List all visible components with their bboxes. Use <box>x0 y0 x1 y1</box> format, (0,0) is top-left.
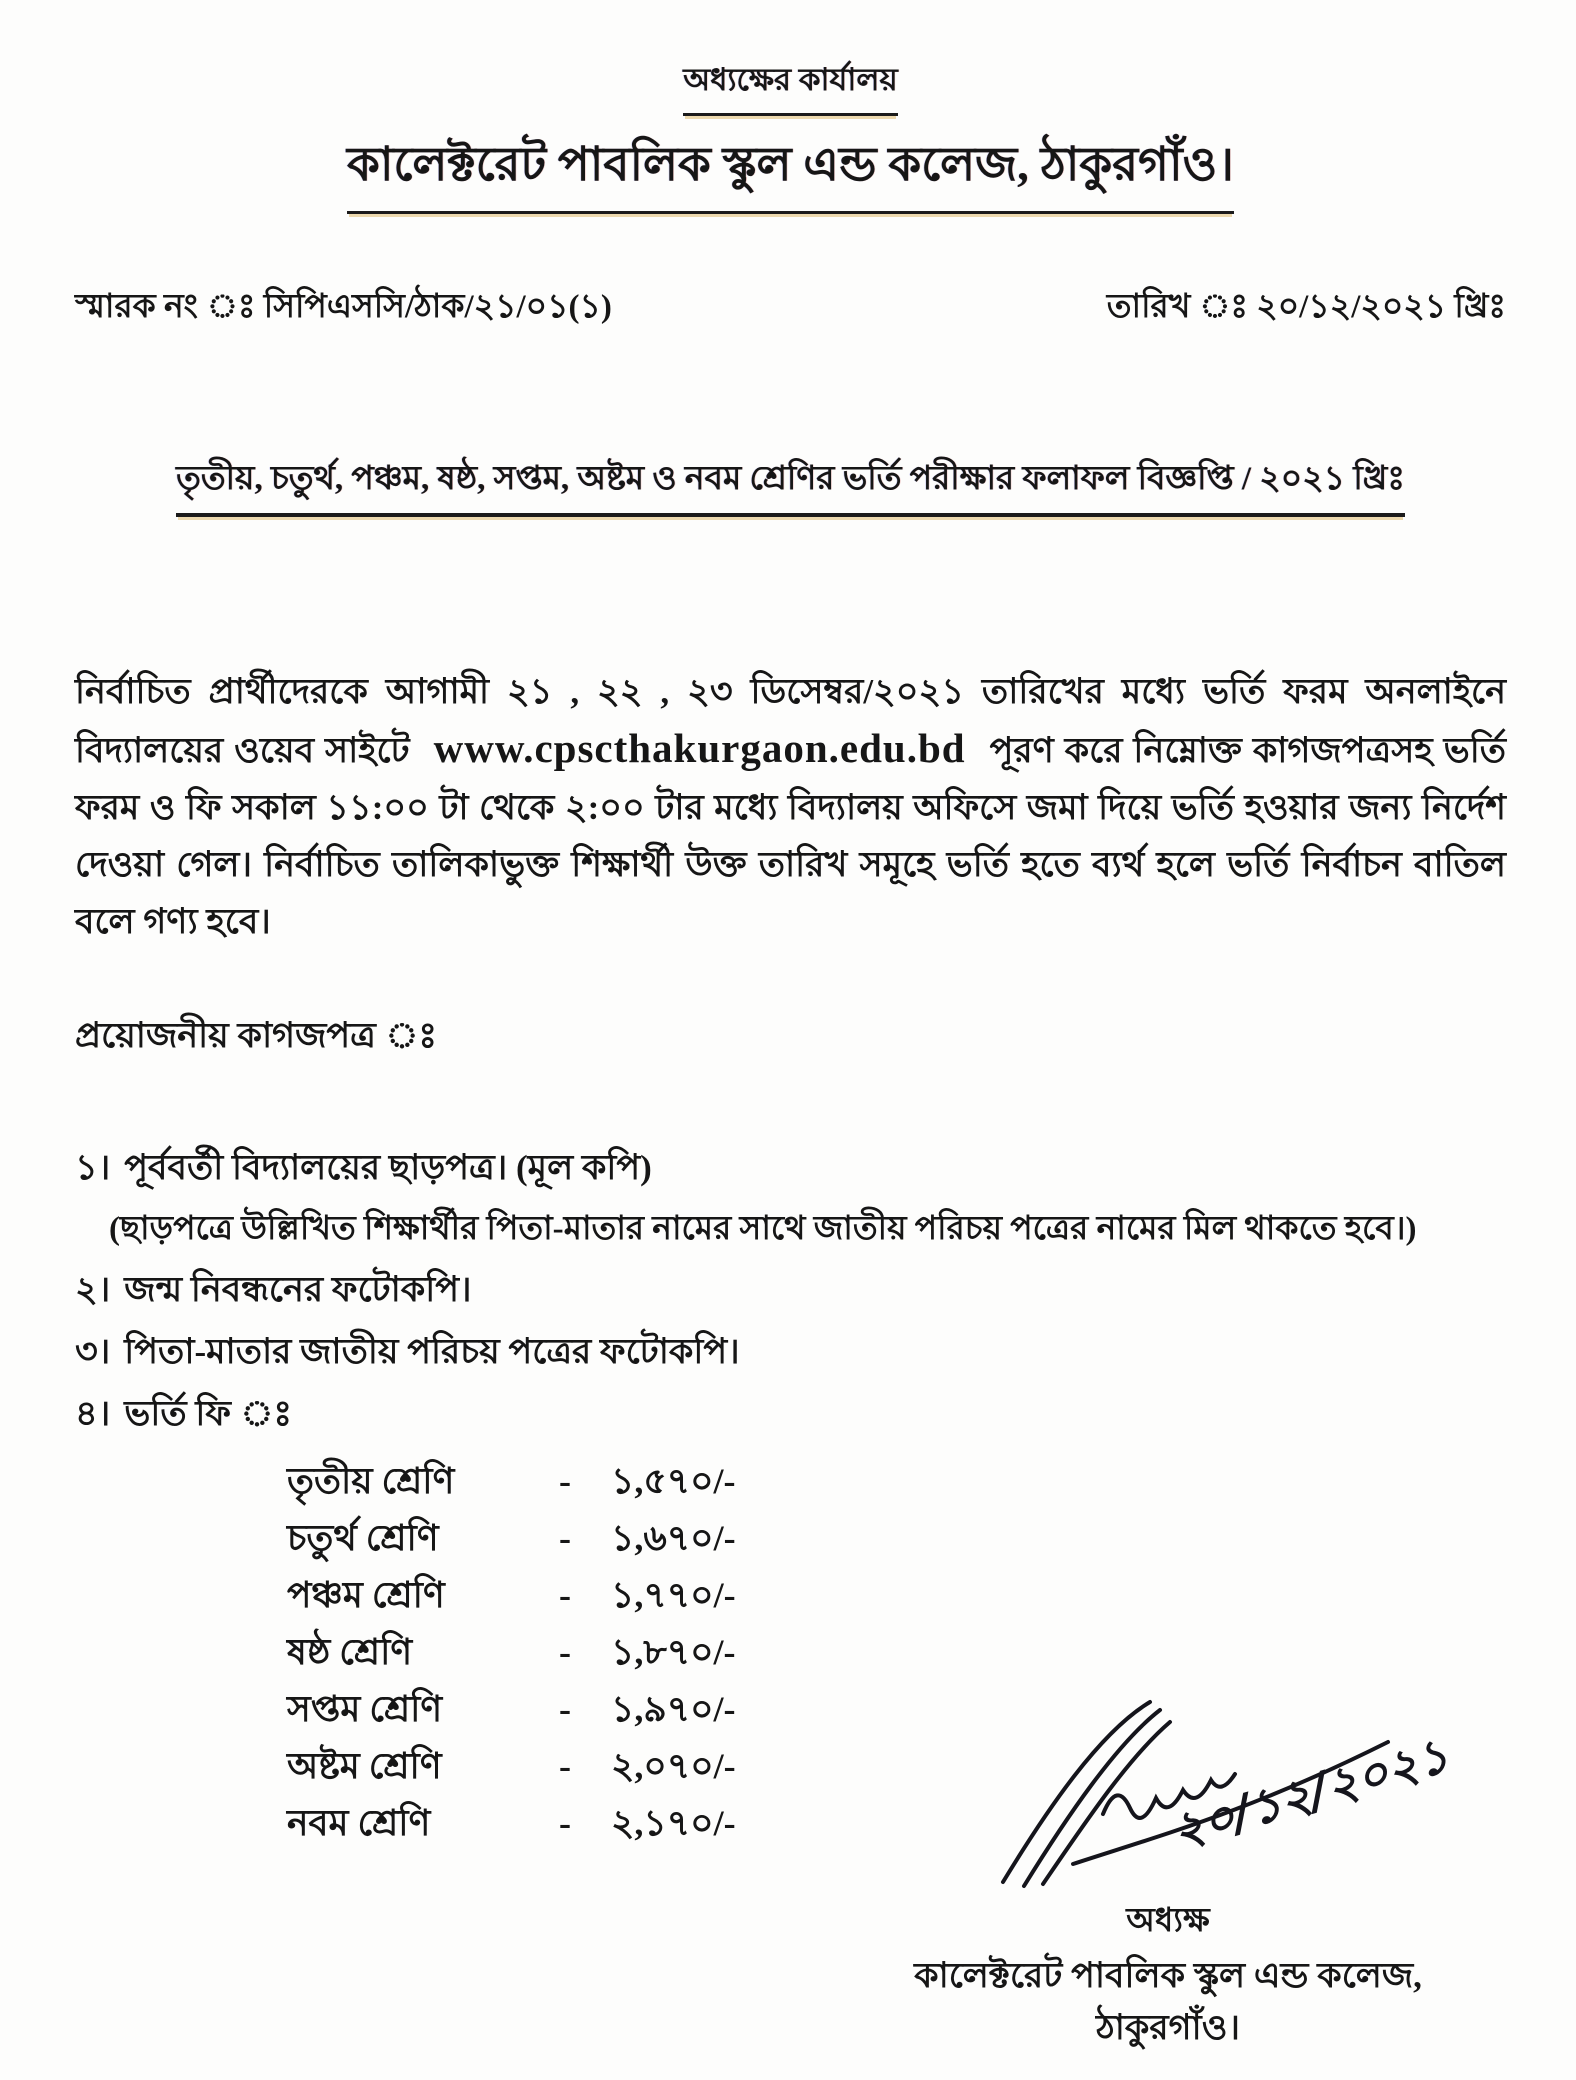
fee-amount: ২,১৭০/- <box>611 1803 736 1843</box>
signatory-org-line1: কালেক্টরেট পাবলিক স্কুল এন্ড কলেজ, <box>914 1956 1422 1995</box>
fee-amount: ১,৮৭০/- <box>611 1632 736 1672</box>
list-item-text: জন্ম নিবন্ধনের ফটোকপি। <box>124 1270 472 1309</box>
signature-scribble-icon <box>888 1696 1448 1892</box>
memo-number: স্মারক নং ঃ সিপিএসসি/ঠাক/২১/০১(১) <box>75 289 612 325</box>
required-documents-list <box>75 1137 1506 1445</box>
school-name-text: কালেক্টরেট পাবলিক স্কুল এন্ড কলেজ, ঠাকুরগাঁও। <box>347 128 1234 214</box>
fee-class-label: সপ্তম শ্রেণি <box>287 1689 443 1729</box>
fee-dash: - <box>559 1461 571 1501</box>
fee-amount: ২,০৭০/- <box>611 1746 736 1786</box>
fee-amount: ১,৯৭০/- <box>611 1689 736 1729</box>
fee-dash: - <box>559 1575 571 1615</box>
fee-dash: - <box>559 1746 571 1786</box>
list-item-number: ৩। <box>75 1332 111 1371</box>
list-item <box>75 1383 1506 1445</box>
letterhead-title <box>75 128 1506 214</box>
memo-date-row <box>75 280 1506 336</box>
fee-dash: - <box>559 1689 571 1729</box>
table-row <box>287 1453 1506 1510</box>
fee-dash: - <box>559 1632 571 1672</box>
list-item-number: ৪। <box>75 1394 111 1433</box>
list-item <box>75 1137 1506 1259</box>
body-text-before-url: নির্বাচিত প্রার্থীদেরকে আগামী ২১ , ২২ , ২৩ ডিসেম্বর/২০২১ তারিখের মধ্যে ভর্তি ফরম অনলাইনে বিদ্যালয়ের ওয়েব সাইটে <box>75 672 1506 770</box>
list-item-text: পূর্ববর্তী বিদ্যালয়ের ছাড়পত্র। (মূল কপি) <box>124 1148 652 1187</box>
fee-class-label: অষ্টম শ্রেণি <box>287 1746 442 1786</box>
fee-amount: ১,৫৭০/- <box>611 1461 736 1501</box>
table-row <box>287 1624 1506 1681</box>
office-line-text: অধ্যক্ষের কার্যালয় <box>683 56 897 116</box>
fee-amount: ১,৬৭০/- <box>611 1518 736 1558</box>
fee-class-label: নবম শ্রেণি <box>287 1803 431 1843</box>
letterhead-office-line <box>75 56 1506 116</box>
list-item-number: ১। <box>75 1148 111 1187</box>
signature-area <box>868 1696 1468 1892</box>
table-row <box>287 1567 1506 1624</box>
fee-dash: - <box>559 1518 571 1558</box>
signature-date-handwritten: ২০/১২/২০২১ <box>1165 1727 1448 1860</box>
signature-block <box>868 1696 1468 2054</box>
list-item-number: ২। <box>75 1270 111 1309</box>
body-paragraph <box>75 663 1506 950</box>
list-item-text: পিতা-মাতার জাতীয় পরিচয় পত্রের ফটোকপি। <box>124 1332 740 1371</box>
required-documents-heading <box>75 1008 1506 1067</box>
list-item-text: ভর্তি ফি ঃ <box>124 1394 293 1433</box>
signatory-designation: অধ্যক্ষ <box>1126 1903 1210 1939</box>
fee-dash: - <box>559 1803 571 1843</box>
fee-class-label: তৃতীয় শ্রেণি <box>287 1461 455 1501</box>
required-documents-heading-text: প্রয়োজনীয় কাগজপত্র ঃ <box>75 1016 438 1055</box>
body-text-after-url: পূরণ করে নিম্নোক্ত কাগজপত্রসহ ভর্তি ফরম ও ফি সকাল ১১:০০ টা থেকে ২:০০ টার মধ্যে বিদ্যালয় অফিসে জমা দিয়ে ভর্তি হওয়ার জন্য নির্দেশ দেওয়া গেল। নির্বাচিত তালিকাভুক্ত শিক্ষার্থী উক্ত তারিখ সমূহে ভর্তি হতে ব্যর্থ হলে ভর্তি নির্বাচন বাতিল বলে গণ্য হবে। <box>75 731 1506 941</box>
document-date: তারিখ ঃ ২০/১২/২০২১ খ্রিঃ <box>1106 289 1506 325</box>
fee-class-label: ষষ্ঠ শ্রেণি <box>287 1632 413 1672</box>
website-url-text: www.cpscthakurgaon.edu.bd <box>433 725 966 771</box>
table-row <box>287 1510 1506 1567</box>
list-item <box>75 1321 1506 1383</box>
subject-line: তৃতীয়, চতুর্থ, পঞ্চম, ষষ্ঠ, সপ্তম, অষ্টম ও নবম শ্রেণির ভর্তি পরীক্ষার ফলাফল বিজ্ঞপ্তি / ২০২১ খ্রিঃ <box>176 452 1405 517</box>
subject-line-wrap <box>75 452 1506 517</box>
list-item <box>75 1259 1506 1321</box>
fee-class-label: পঞ্চম শ্রেণি <box>287 1575 445 1615</box>
list-item-note: (ছাড়পত্রে উল্লিখিত শিক্ষার্থীর পিতা-মাতার নামের সাথে জাতীয় পরিচয় পত্রের নামের মিল থাকতে হবে।) <box>109 1211 1417 1247</box>
fee-class-label: চতুর্থ শ্রেণি <box>287 1518 439 1558</box>
fee-amount: ১,৭৭০/- <box>611 1575 736 1615</box>
signatory-org-line2: ঠাকুরগাঁও। <box>1096 2008 1240 2047</box>
